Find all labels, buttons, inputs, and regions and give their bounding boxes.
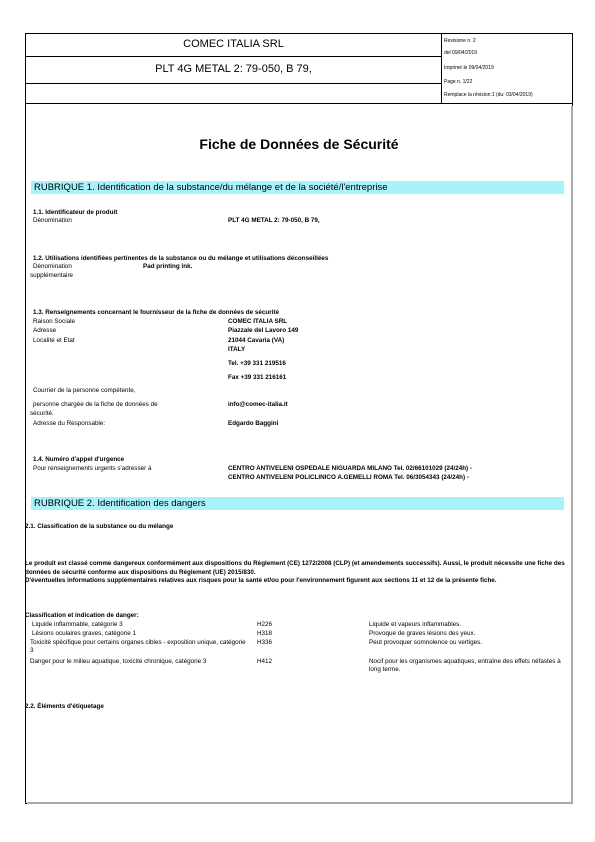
telephone-value: Tel. +39 331 219516 bbox=[228, 360, 286, 367]
responsable-value: Edgardo Baggini bbox=[228, 420, 279, 427]
hazard-category: Danger pour le milieu aquatique, toxicité chronique, catégorie 3 bbox=[30, 658, 207, 665]
denomination-supp-value: Pad printing ink. bbox=[143, 263, 193, 270]
product-name: PLT 4G METAL 2: 79-050, B 79, bbox=[26, 57, 442, 84]
localite-label: Localité et Etat bbox=[33, 337, 75, 344]
courrier-label: Courrier de la personne compétente, bbox=[33, 387, 136, 394]
heading-1-4: 1.4. Numéro d'appel d'urgence bbox=[33, 456, 125, 463]
hazard-code: H226 bbox=[257, 621, 273, 628]
heading-1-2: 1.2. Utilisations identifiées pertinentes de la substance ou du mélange et utilisations déconseillées bbox=[33, 255, 329, 262]
hazard-category: Lésions oculaires graves, catégorie 1 bbox=[32, 630, 136, 637]
hazard-category: Liquide inflammable, catégorie 3 bbox=[32, 621, 123, 628]
revision-number: Revisione n. 2 bbox=[444, 38, 476, 44]
urgence-value-2: CENTRO ANTIVELENI POLICLINICO A.GEMELLI ROMA Tel. 06/3054343 (24/24h) - bbox=[228, 474, 469, 481]
heading-2-2: 2.2. Éléments d'étiquetage bbox=[25, 703, 104, 710]
section-2-banner: RUBRIQUE 2. Identification des dangers bbox=[31, 497, 564, 510]
personne-label-2: sécurité. bbox=[30, 410, 54, 417]
denomination-supp-label-2: supplémentaire bbox=[30, 272, 74, 279]
frame-shadow-right bbox=[571, 106, 573, 804]
urgence-value-1: CENTRO ANTIVELENI OSPEDALE NIGUARDA MILANO Tel. 02/66101029 (24/24h) - bbox=[228, 465, 472, 472]
hazard-code: H318 bbox=[257, 630, 273, 637]
hazard-code: H412 bbox=[257, 658, 273, 665]
responsable-label: Adresse du Responsable: bbox=[33, 420, 106, 427]
denomination-supp-label-1: Dénomination bbox=[33, 263, 72, 270]
adresse-value: Piazzale del Lavoro 149 bbox=[228, 327, 299, 334]
hazard-category: Toxicité spécifique pour certains organes cibles - exposition unique, catégorie 3 bbox=[30, 639, 246, 654]
raison-sociale-value: COMEC ITALIA SRL bbox=[228, 318, 288, 325]
denomination-label: Dénomination bbox=[33, 217, 72, 224]
personne-label-1: personne chargée de la fiche de données de bbox=[33, 401, 158, 408]
company-name: COMEC ITALIA SRL bbox=[26, 34, 442, 57]
urgence-label: Pour renseignements urgents s'adresser à bbox=[33, 465, 152, 472]
frame-shadow-bottom bbox=[27, 802, 573, 804]
hazard-description: Peut provoquer somnolence ou vertiges. bbox=[369, 639, 483, 646]
heading-1-1: 1.1. Identificateur de produit bbox=[33, 209, 118, 216]
page-number: Page n. 1/22 bbox=[444, 79, 473, 85]
replaces-revision: Remplace la révision:1 (du: 03/04/2019) bbox=[444, 92, 533, 98]
hazard-code: H336 bbox=[257, 639, 273, 646]
heading-1-3: 1.3. Renseignements concernant le fournisseur de la fiche de données de sécurité bbox=[33, 309, 280, 316]
localite-value: 21044 Cavaria (VA) bbox=[228, 337, 285, 344]
revision-date: del 09/04/2019 bbox=[444, 50, 478, 56]
email-value: info@comec-italia.it bbox=[228, 401, 288, 408]
classification-paragraph bbox=[25, 560, 571, 586]
hazard-description: Nocif pour les organismes aquatiques, entraîne des effets néfastes à long terme. bbox=[369, 658, 561, 673]
hazard-description: Provoque de graves lésions des yeux. bbox=[369, 630, 476, 637]
heading-2-1: 2.1. Classification de la substance ou du mélange bbox=[25, 523, 174, 530]
classification-title: Classification et indication de danger: bbox=[25, 612, 139, 619]
adresse-label: Adresse bbox=[33, 327, 57, 334]
fax-value: Fax +39 331 216161 bbox=[228, 374, 287, 381]
denomination-value: PLT 4G METAL 2: 79-050, B 79, bbox=[228, 217, 320, 224]
classification-text: Le produit est classé comme dangereux conformément aux dispositions du Règlement (CE) 1272/2008 (CLP) (et amendements successifs). Aussi, le produit nécessite une fiche des données de sécurité conforme aux dispositions du Règlement (UE) 2015/830. bbox=[25, 560, 565, 576]
country-value: ITALY bbox=[228, 346, 246, 353]
printed-date: Imprimé le 09/04/2019 bbox=[444, 65, 494, 71]
hazard-description: Liquide et vapeurs inflammables. bbox=[369, 621, 462, 628]
additional-info-text: D'éventuelles informations supplémentaires relatives aux risques pour la santé et/ou pour l'environnement figurent aux sections 11 et 12 de la présente fiche. bbox=[25, 577, 497, 584]
raison-sociale-label: Raison Sociale bbox=[33, 318, 76, 325]
section-1-banner: RUBRIQUE 1. Identification de la substance/du mélange et de la société/l'entreprise bbox=[31, 181, 564, 194]
document-title: Fiche de Données de Sécurité bbox=[199, 136, 399, 152]
header-blank-cell bbox=[26, 84, 442, 103]
document-header bbox=[25, 33, 573, 104]
